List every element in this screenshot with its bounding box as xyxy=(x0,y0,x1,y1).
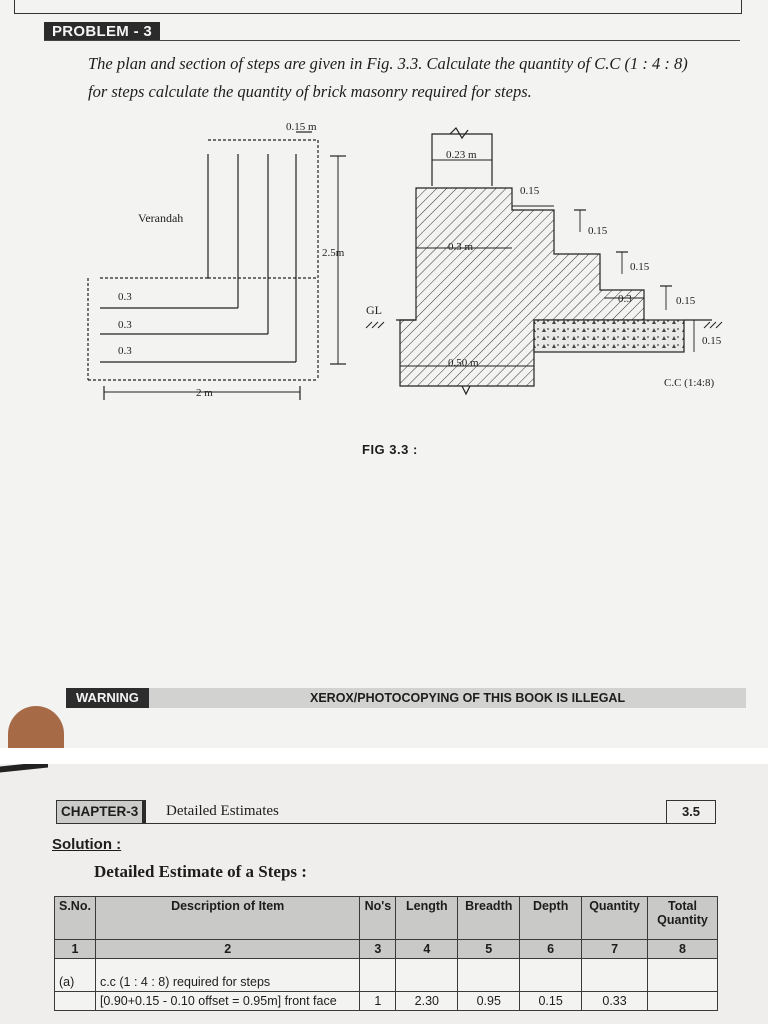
cell-nos: 1 xyxy=(360,992,396,1011)
figure-3-3 xyxy=(0,110,768,410)
problem-rule xyxy=(44,40,740,41)
plan-top-dim: 0.15 m xyxy=(286,121,317,133)
plan-step-width-1: 0.3 xyxy=(118,291,132,303)
table-column-number-row xyxy=(55,940,718,959)
section-rise-1: 0.15 xyxy=(588,225,608,237)
cell-total xyxy=(648,959,718,992)
chapter-rule xyxy=(56,823,716,824)
section-cc-label: C.C (1:4:8) xyxy=(664,377,715,389)
cell-sno xyxy=(55,992,96,1011)
page-number: 3.5 xyxy=(666,800,716,824)
problem-statement xyxy=(88,50,748,106)
colnum-3: 3 xyxy=(360,940,396,959)
chapter-title: Detailed Estimates xyxy=(166,803,279,819)
cell-total xyxy=(648,992,718,1011)
cell-breadth: 0.95 xyxy=(458,992,520,1011)
cell-depth: 0.15 xyxy=(520,992,582,1011)
cell-length: 2.30 xyxy=(396,992,458,1011)
problem-line-2: for steps calculate the quantity of brick masonry required for steps. xyxy=(88,82,532,101)
colnum-2: 2 xyxy=(95,940,359,959)
warning-text: XEROX/PHOTOCOPYING OF THIS BOOK IS ILLEGAL xyxy=(310,691,626,705)
section-top-width: 0.23 m xyxy=(446,149,477,161)
header-sno: S.No. xyxy=(55,897,96,940)
cell-quantity xyxy=(582,959,648,992)
section-foundation-width: 0.50 m xyxy=(448,357,479,369)
header-description: Description of Item xyxy=(95,897,359,940)
cell-length xyxy=(396,959,458,992)
cell-description: [0.90+0.15 - 0.10 offset = 0.95m] front face xyxy=(95,992,359,1011)
colnum-6: 6 xyxy=(520,940,582,959)
cell-sno: (a) xyxy=(55,959,96,992)
colnum-5: 5 xyxy=(458,940,520,959)
header-nos: No's xyxy=(360,897,396,940)
header-total-quantity: Total Quantity xyxy=(648,897,718,940)
header-depth: Depth xyxy=(520,897,582,940)
cell-quantity: 0.33 xyxy=(582,992,648,1011)
section-gl-label: GL xyxy=(366,303,382,317)
header-quantity: Quantity xyxy=(582,897,648,940)
finger-shadow xyxy=(8,706,64,748)
header-length: Length xyxy=(396,897,458,940)
colnum-1: 1 xyxy=(55,940,96,959)
section-width-mid: 0.3 m xyxy=(448,241,474,253)
cell-nos xyxy=(360,959,396,992)
warning-label: WARNING xyxy=(66,688,149,708)
figure-caption: FIG 3.3 : xyxy=(362,442,418,457)
plan-drawing xyxy=(88,132,346,400)
estimate-table xyxy=(54,896,718,1011)
section-drawing xyxy=(396,128,715,394)
header-frame xyxy=(14,0,742,14)
section-tread-small: 0.3 xyxy=(618,293,632,305)
plan-verandah-label: Verandah xyxy=(138,211,184,225)
problem-label: PROBLEM - 3 xyxy=(44,22,160,41)
section-rise-2: 0.15 xyxy=(630,261,650,273)
page-gap xyxy=(0,748,768,764)
section-base-thickness: 0.15 xyxy=(702,335,722,347)
header-breadth: Breadth xyxy=(458,897,520,940)
table-row xyxy=(55,992,718,1011)
problem-line-1: The plan and section of steps are given in Fig. 3.3. Calculate the quantity of C.C (1 : 4 : 8) xyxy=(88,54,688,73)
chapter-label: CHAPTER-3 xyxy=(56,800,146,824)
section-rise-3: 0.15 xyxy=(676,295,696,307)
plan-step-width-2: 0.3 xyxy=(118,319,132,331)
solution-heading: Solution : xyxy=(52,836,122,853)
colnum-8: 8 xyxy=(648,940,718,959)
plan-bottom-dim: 2 m xyxy=(196,387,213,399)
plan-height-dim: 2.5m xyxy=(322,247,345,259)
cell-breadth xyxy=(458,959,520,992)
table-header-row xyxy=(55,897,718,940)
colnum-4: 4 xyxy=(396,940,458,959)
cell-depth xyxy=(520,959,582,992)
cell-description: c.c (1 : 4 : 8) required for steps xyxy=(95,959,359,992)
colnum-7: 7 xyxy=(582,940,648,959)
section-tread-1: 0.15 xyxy=(520,185,540,197)
estimate-title: Detailed Estimate of a Steps : xyxy=(94,862,307,881)
table-row xyxy=(55,959,718,992)
book-page-bottom xyxy=(0,764,768,1024)
plan-step-width-3: 0.3 xyxy=(118,345,132,357)
page-corner xyxy=(0,764,48,773)
